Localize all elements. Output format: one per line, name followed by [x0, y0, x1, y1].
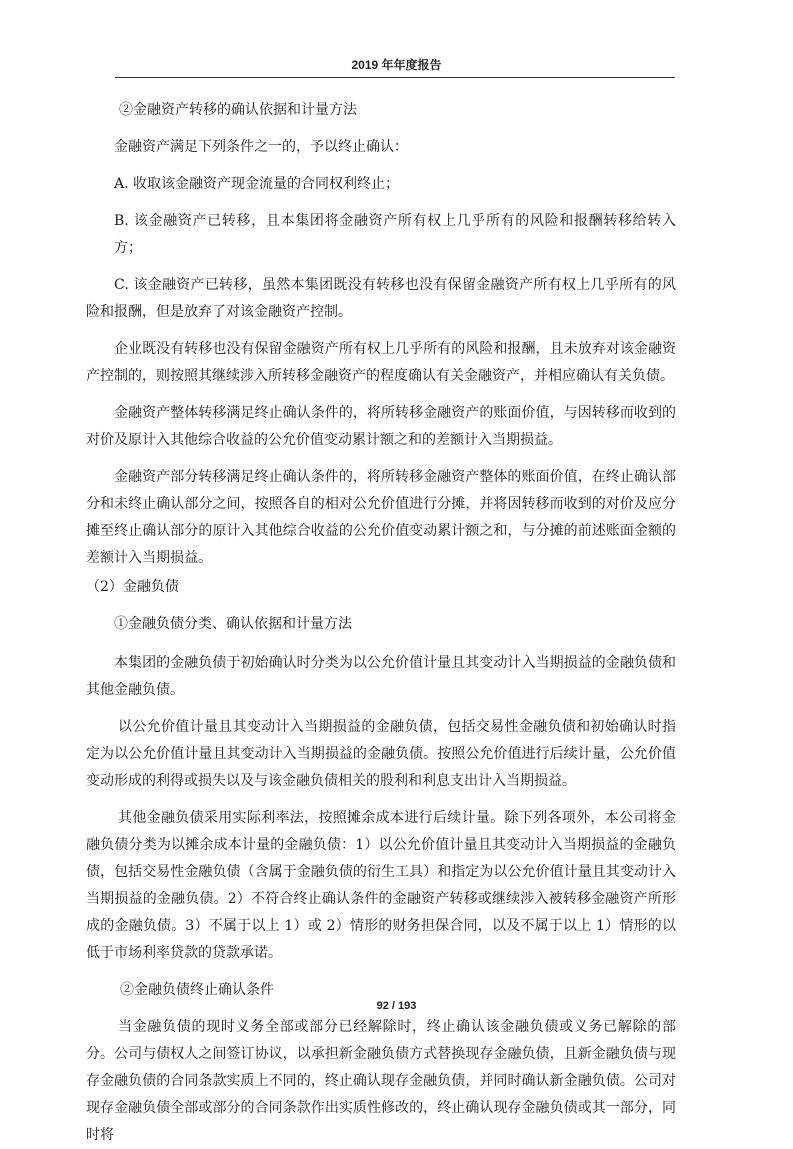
paragraph: 以公允价值计量且其变动计入当期损益的金融负债，包括交易性金融负债和初始确认时指定为以公允价值计量且其变动计入当期损益的金融负债。按照公允价值进行后续计量，公允价值变动形成的利得或损失以及与该金融负债相关的股利和利息支出计入当期损益。: [86, 719, 676, 789]
paragraph: 金融资产部分转移满足终止确认条件的，将所转移金融资产整体的账面价值，在终止确认部分和未终止确认部分之间，按照各自的相对公允价值进行分摊，并将因转移而收到的对价及应分摊至终止确认部分的原计入其他综合收益的公允价值变动累计额之和，与分摊的前述账面金额的差额计入当期损益。: [86, 469, 676, 566]
section-heading: （2）金融负债: [86, 579, 179, 595]
paragraph-subheading: ①金融负债分类、确认依据和计量方法: [114, 616, 352, 632]
paragraph: 本集团的金融负债于初始确认时分类为以公允价值计量且其变动计入当期损益的金融负债和其他金融负债。: [86, 655, 676, 698]
paragraph: 企业既没有转移也没有保留金融资产所有权上几乎所有的风险和报酬，且未放弃对该金融资产控制的，则按照其继续涉入所转移金融资产的程度确认有关金融资产，并相应确认有关负债。: [86, 341, 676, 384]
paragraph: 其他金融负债采用实际利率法，按照摊余成本进行后续计量。除下列各项外，本公司将金融负债分类为以摊余成本计量的金融负债：1）以公允价值计量且其变动计入当期损益的金融负债，包括交易性金融负债（含属于金融负债的衍生工具）和指定为以公允价值计量且其变动计入当期损益的金融负债。2）不符合终止确认条件的金融资产转移或继续涉入被转移金融资产所形成的金融负债。3）不属于以上 1）或 2）情形的财务担保合同，以及不属于以上 1）情形的以低于市场利率贷款的贷款承诺。: [86, 810, 676, 961]
paragraph-subheading: ②金融资产转移的确认依据和计量方法: [119, 102, 357, 118]
paragraph: 当金融负债的现时义务全部或部分已经解除时，终止确认该金融负债或义务已解除的部分。公司与债权人之间签订协议，以承担新金融负债方式替换现存金融负债，且新金融负债与现存金融负债的合同条款实质上不同的，终止确认现存金融负债，并同时确认新金融负债。公司对现存金融负债全部或部分的合同条款作出实质性修改的，终止确认现存金融负债或其一部分，同时将: [86, 1019, 676, 1143]
paragraph: C. 该金融资产已转移，虽然本集团既没有转移也没有保留金融资产所有权上几乎所有的风险和报酬，但是放弃了对该金融资产控制。: [86, 277, 676, 320]
paragraph: 金融资产整体转移满足终止确认条件的，将所转移金融资产的账面价值，与因转移而收到的对价及原计入其他综合收益的公允价值变动累计额之和的差额计入当期损益。: [86, 405, 676, 448]
paragraph: 金融资产满足下列条件之一的，予以终止确认：: [114, 139, 408, 155]
page-number: 92 / 193: [376, 1000, 417, 1012]
paragraph-subheading: ②金融负债终止确认条件: [120, 982, 274, 998]
header-divider: [115, 77, 675, 78]
document-body: [86, 97, 676, 1149]
paragraph: A. 收取该金融资产现金流量的合同权利终止；: [114, 176, 400, 192]
paragraph: B. 该金融资产已转移，且本集团将金融资产所有权上几乎所有的风险和报酬转移给转入方；: [114, 213, 676, 256]
page-header: 2019 年年度报告: [351, 58, 442, 72]
